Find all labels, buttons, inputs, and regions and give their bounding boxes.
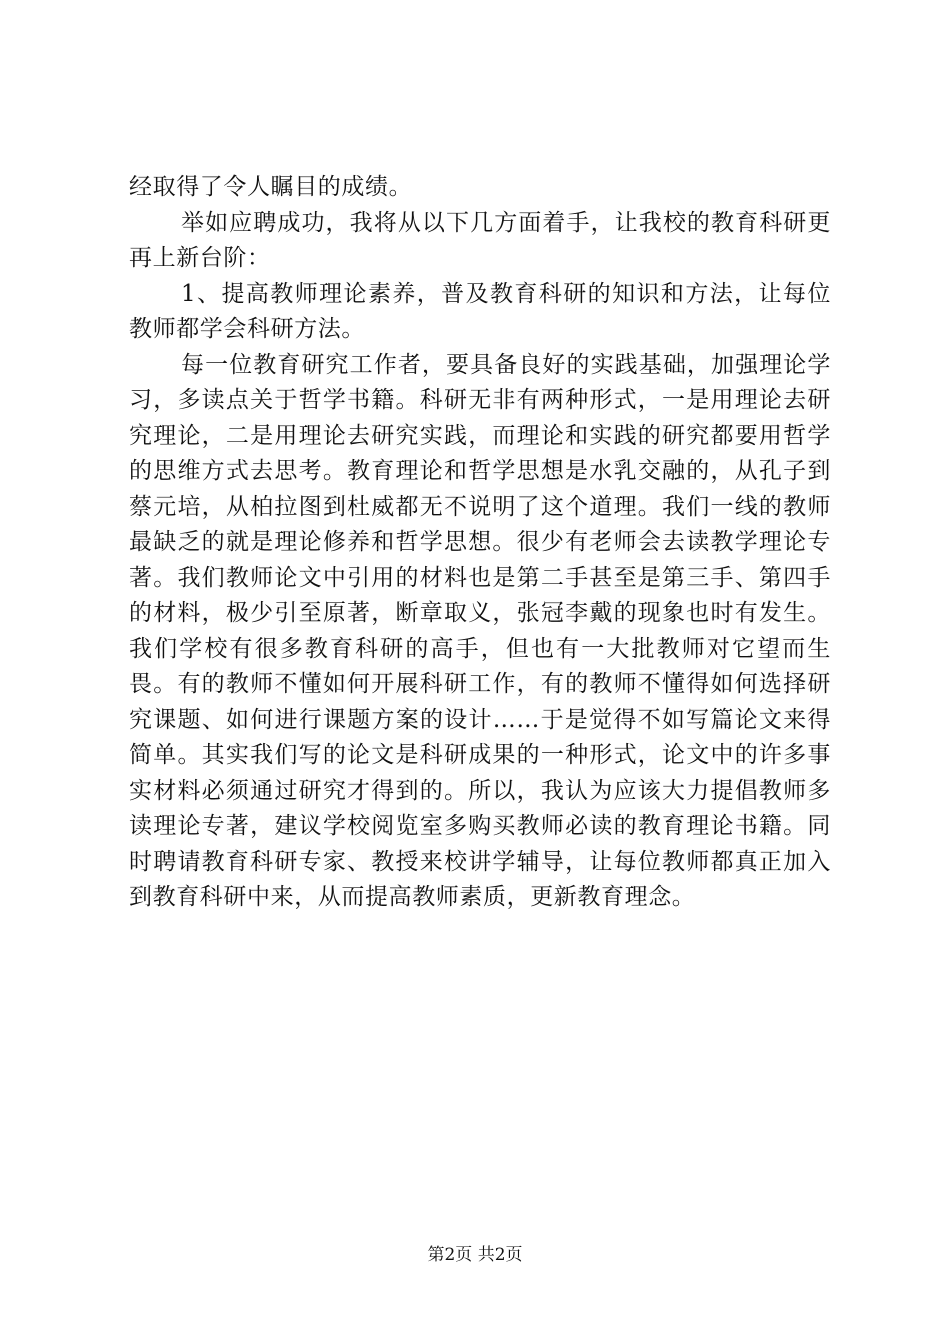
paragraph-intro: 举如应聘成功，我将从以下几方面着手，让我校的教育科研更再上新台阶： — [129, 209, 831, 271]
paragraph-point-1: 1、提高教师理论素养，普及教育科研的知识和方法，让每位教师都学会科研方法。 — [129, 280, 831, 342]
paragraph-body: 每一位教育研究工作者，要具备良好的实践基础，加强理论学习，多读点关于哲学书籍。科研无非有两种形式，一是用理论去研究理论，二是用理论去研究实践，而理论和实践的研究都要用哲学的思维方式去思考。教育理论和哲学思想是水乳交融的，从孔子到蔡元培，从柏拉图到杜威都无不说明了这个道理。我们一线的教师最缺乏的就是理论修养和哲学思想。很少有老师会去读教学理论专著。我们教师论文中引用的材料也是第二手甚至是第三手、第四手的材料，极少引至原著，断章取义，张冠李戴的现象也时有发生。我们学校有很多教育科研的高手，但也有一大批教师对它望而生畏。有的教师不懂如何开展科研工作，有的教师不懂得如何选择研究课题、如何进行课题方案的设计……于是觉得不如写篇论文来得简单。其实我们写的论文是科研成果的一种形式，论文中的许多事实材料必须通过研究才得到的。所以，我认为应该大力提倡教师多读理论专著，建议学校阅览室多购买教师必读的教育理论书籍。同时聘请教育科研专家、教授来校讲学辅导，让每位教师都真正加入到教育科研中来，从而提高教师素质，更新教育理念。 — [129, 351, 831, 910]
paragraph-continuation: 经取得了令人瞩目的成绩。 — [129, 174, 413, 200]
page-number-footer: 第2页 共2页 — [427, 1245, 523, 1265]
document-body — [129, 170, 831, 916]
